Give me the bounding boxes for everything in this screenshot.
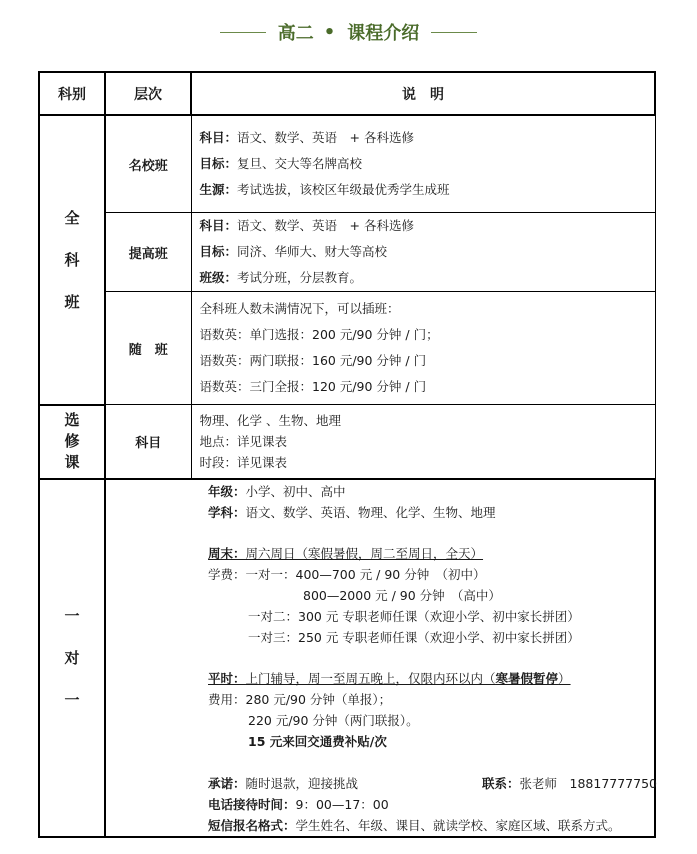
title-dot: • — [323, 21, 336, 43]
header-category: 科别 — [39, 72, 105, 115]
o2o-weekend: 周末：周六周日（寒假暑假，周二至周日，全天） — [208, 545, 484, 561]
one-on-one-body — [105, 479, 655, 837]
o2o-grade: 年级：小学、初中、高中 — [208, 483, 346, 499]
level-advanced: 提高班 — [105, 213, 191, 292]
o2o-fee-2: 800—2000 元 / 90 分钟 （高中） — [303, 587, 501, 603]
elective-level: 科目 — [105, 405, 191, 479]
header-row — [39, 72, 655, 115]
elective-category: 选 修 课 — [39, 405, 105, 479]
o2o-subject: 学科：语文、数学、英语、物理、化学、生物、地理 — [208, 504, 496, 520]
level-follow: 随 班 — [105, 292, 191, 405]
header-level: 层次 — [105, 72, 191, 115]
page-title — [0, 14, 697, 50]
o2o-sms: 短信报名格式：学生姓名、年级、课目、就读学校、家庭区域、联系方式。 — [208, 817, 621, 833]
o2o-subsidy: 15 元来回交通费补贴/次 — [248, 733, 387, 749]
title-rule-left — [220, 32, 266, 33]
level-elite: 名校班 — [105, 115, 191, 213]
o2o-phone-time: 电话接待时间：9：00—17：00 — [208, 796, 389, 812]
title-text: 课程介绍 — [347, 23, 420, 44]
course-table — [38, 71, 656, 838]
full-category: 全 科 班 — [39, 115, 105, 405]
o2o-fee-3: 一对二：300 元 专职老师任课（欢迎小学、初中家长拼团） — [248, 608, 580, 624]
o2o-promise: 承诺：随时退款，迎接挑战 — [208, 775, 359, 791]
elective-desc: 物理、化学 、生物、地理 地点：详见课表 时段：详见课表 — [191, 405, 655, 479]
o2o-weekday: 平时：上门辅导，周一至周五晚上，仅限内环以内（寒暑假暂停） — [208, 670, 571, 686]
one-on-one-category: 一 对 一 — [39, 479, 105, 837]
o2o-fee-4: 一对三：250 元 专职老师任课（欢迎小学、初中家长拼团） — [248, 629, 580, 645]
desc-follow: 全科班人数未满情况下，可以插班： 语数英：单门选报：200 元/90 分钟 / 门； 语数英：两门联报：160 元/90 分钟 / 门 语数英：三门全报：120 元/90 分钟 / 门 — [191, 292, 655, 405]
o2o-cost-1: 费用：280 元/90 分钟（单报）； — [208, 691, 392, 707]
title-rule-right — [431, 32, 477, 33]
full-row-advanced — [39, 213, 655, 292]
o2o-cost-2: 220 元/90 分钟（两门联报）。 — [248, 712, 419, 728]
o2o-contact: 联系：张老师 18817777750 — [482, 775, 657, 791]
one-on-one-row — [39, 479, 655, 837]
full-row-elite — [39, 115, 655, 213]
o2o-fee-1: 学费：一对一：400—700 元 / 90 分钟 （初中） — [208, 566, 486, 582]
desc-advanced: 科目：语文、数学、英语 + 各科选修 目标：同济、华师大、财大等高校 班级：考试分班，分层教育。 — [191, 213, 655, 292]
desc-elite: 科目：语文、数学、英语 + 各科选修 目标：复旦、交大等名牌高校 生源：考试选拔，该校区年级最优秀学生成班 — [191, 115, 655, 213]
full-row-follow — [39, 292, 655, 405]
title-grade: 高二 — [277, 23, 314, 44]
header-description: 说 明 — [191, 72, 655, 115]
elective-row — [39, 405, 655, 479]
